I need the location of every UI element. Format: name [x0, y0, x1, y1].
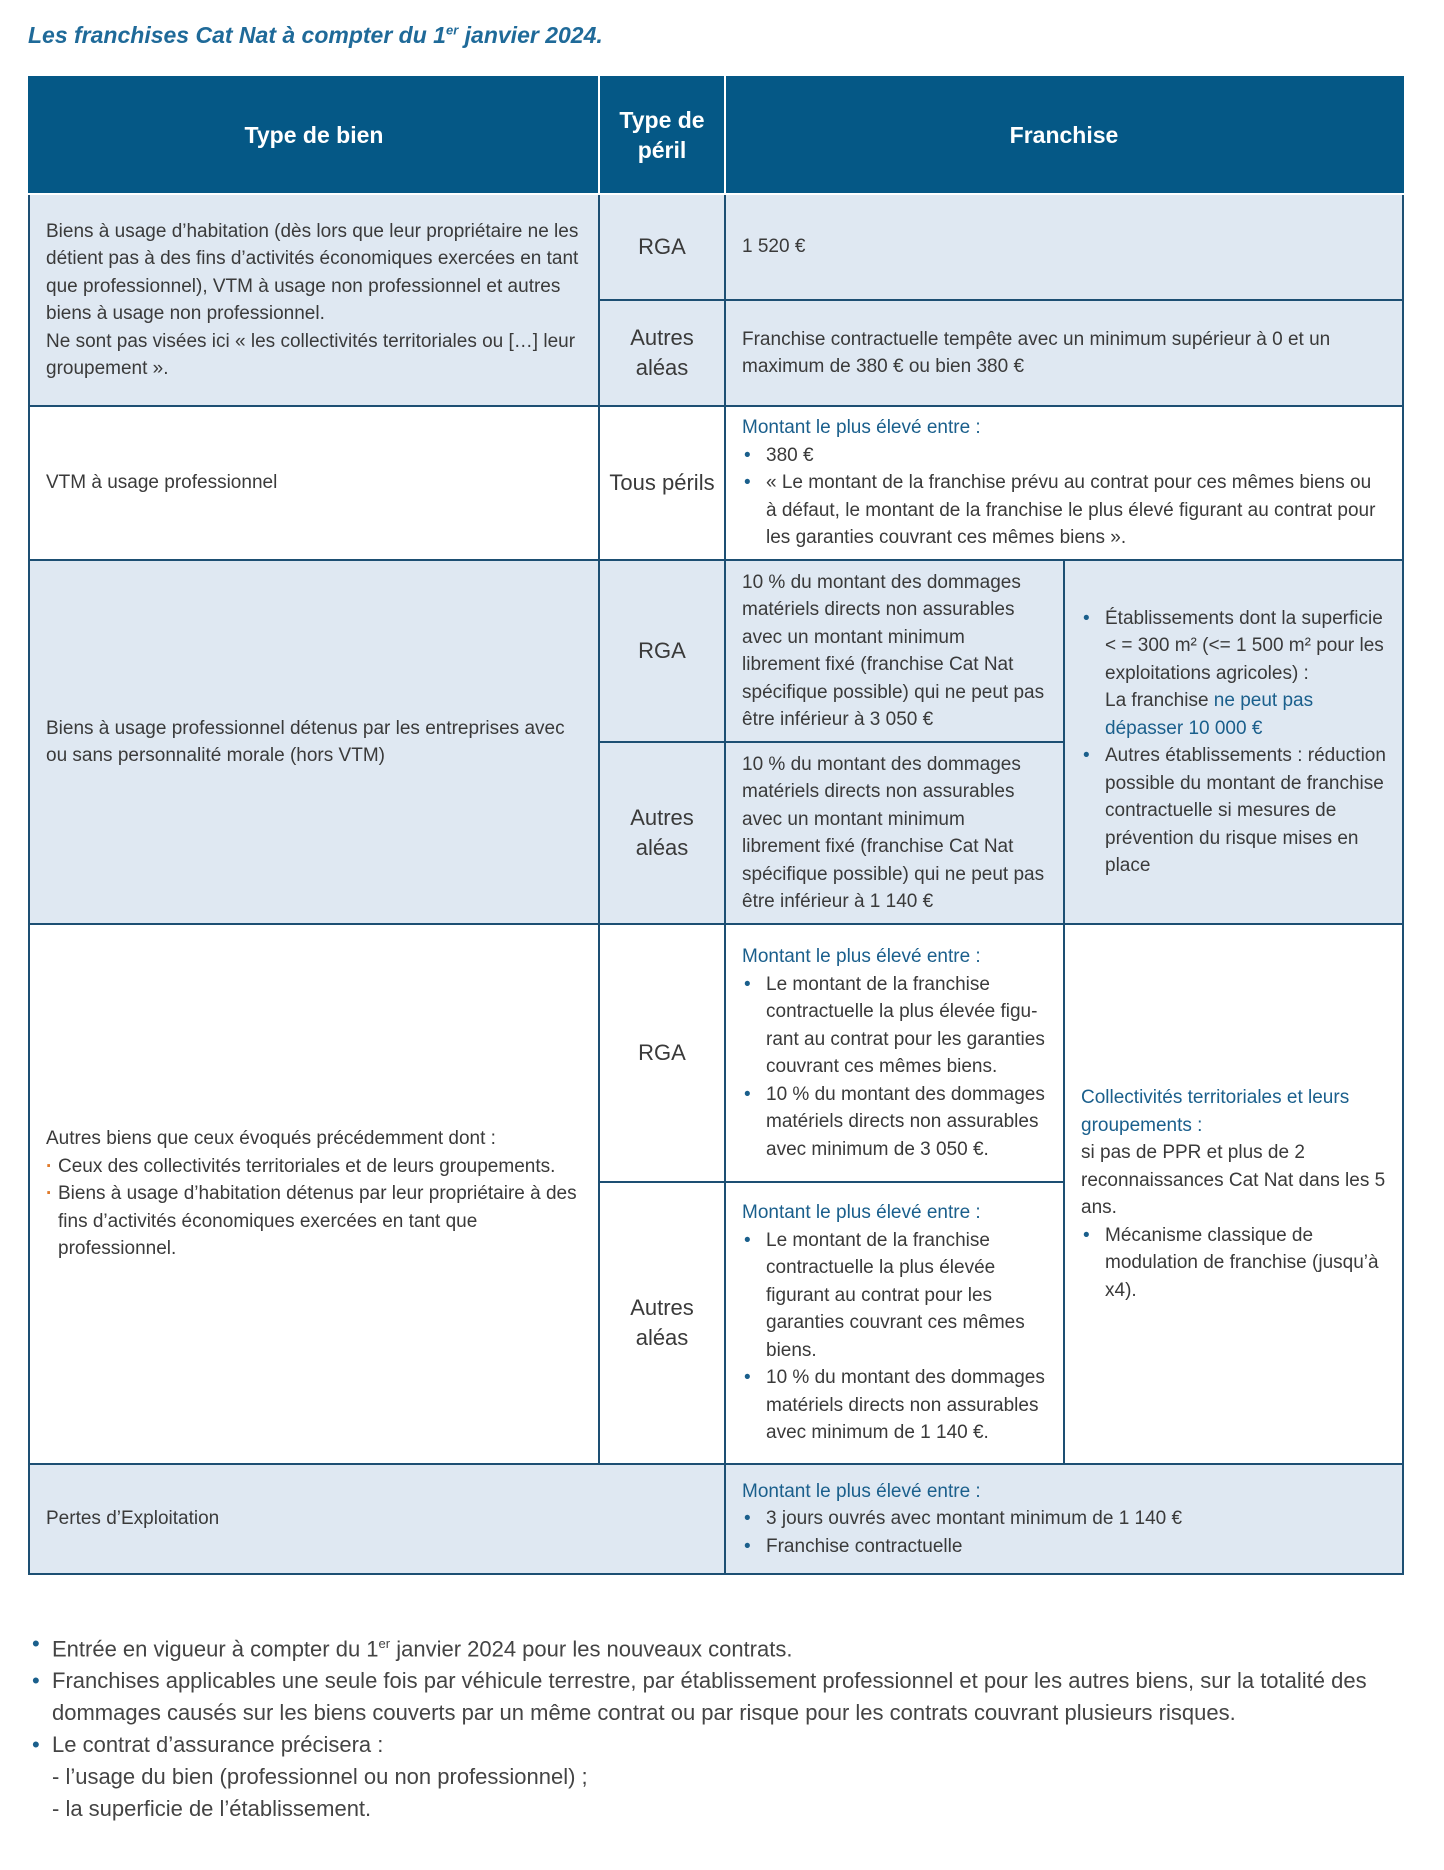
franchise-heading: Montant le plus élevé entre : — [742, 1202, 981, 1224]
peril-tous: Tous périls — [599, 406, 725, 560]
peril-rga: RGA — [599, 194, 725, 300]
list-item: · Biens à usage d’habitation détenus par leur propriétaire à des fins d’activités économiques exercées en tant que professionnel. — [46, 1180, 582, 1263]
side-text: La franchise — [1105, 690, 1214, 711]
header-row — [29, 76, 1403, 194]
franchise-value — [725, 1182, 1064, 1464]
list-item: • Autres établissements : réduction possible du montant de franchise contractuelle si mesures de prévention du risque mises en place — [1081, 742, 1386, 880]
side-heading: Collectivités territoriales et leurs groupements : — [1081, 1087, 1350, 1136]
list-item — [1081, 605, 1386, 743]
peril-autres-aleas: Autres aléas — [599, 1182, 725, 1464]
peril-rga: RGA — [599, 560, 725, 742]
list-item: • 3 jours ouvrés avec montant minimum de 1 140 € — [742, 1505, 1386, 1533]
bien-autres — [29, 924, 599, 1464]
header-franchise: Franchise — [725, 76, 1403, 194]
franchise-table — [28, 76, 1404, 1575]
franchise-value: Franchise contractuelle tempête avec un minimum supérieur à 0 et un maximum de 380 € ou bien 380 € — [725, 300, 1403, 406]
franchise-value — [725, 924, 1064, 1182]
note-text: Le contrat d’assurance précisera : — [52, 1732, 384, 1758]
list-item: • Franchises applicables une seule fois par véhicule terrestre, par établissement professionnel et pour les autres biens, sur la totalité des dommages causés sur les biens couverts par un même contrat ou par risque pour les contrats couvrant plusieurs risques. — [28, 1665, 1408, 1729]
table-row — [29, 194, 1403, 300]
peril-autres-aleas: Autres aléas — [599, 742, 725, 924]
list-item: · Ceux des collectivités territoriales et de leurs groupements. — [46, 1153, 582, 1181]
list-item: • Franchise contractuelle — [742, 1533, 1386, 1561]
side-text: si pas de PPR et plus de 2 reconnaissances Cat Nat dans les 5 ans. — [1081, 1142, 1386, 1218]
list-item: • Le montant de la franchise contractuelle la plus élevée figu-rant au contrat pour les garanties couvrant ces mêmes biens. — [742, 971, 1047, 1081]
header-type-bien: Type de bien — [29, 76, 599, 194]
peril-autres-aleas: Autres aléas — [599, 300, 725, 406]
bien-note: Ne sont pas visées ici « les collectivités territoriales ou […] leur groupement ». — [46, 330, 576, 379]
franchise-heading: Montant le plus élevé entre : — [742, 946, 981, 967]
franchise-side-note — [1064, 560, 1403, 924]
franchise-side-note — [1064, 924, 1403, 1464]
franchise-value — [725, 406, 1403, 560]
bien-vtm-pro: VTM à usage professionnel — [29, 406, 599, 560]
bien-habitation — [29, 194, 599, 406]
list-item: • Mécanisme classique de modulation de franchise (jusqu’à x4). — [1081, 1222, 1386, 1305]
franchise-value: 10 % du montant des dommages matériels directs non assurables avec un montant minimum librement fixé (franchise Cat Nat spécifique possible) qui ne peut pas être inférieur à 1 140 € — [725, 742, 1064, 924]
list-item: • 380 € — [742, 442, 1386, 470]
franchise-value — [725, 1464, 1403, 1574]
bien-text: Biens à usage d’habitation (dès lors que leur propriétaire ne les détient pas à des fins d’activités économiques exercées en tant que professionnel), VTM à usage non professionnel et autres biens à usage non professionnel. — [46, 220, 579, 324]
peril-rga: RGA — [599, 924, 725, 1182]
side-highlight: ne peut pas dépasser 10 000 € — [1105, 690, 1314, 739]
table-row — [29, 1464, 1403, 1574]
table-row — [29, 924, 1403, 1182]
bien-text: Autres biens que ceux évoqués précédemment dont : — [46, 1128, 496, 1150]
list-item: • Entrée en vigueur à compter du 1er janvier 2024 pour les nouveaux contrats. — [28, 1628, 1408, 1665]
franchise-value: 10 % du montant des dommages matériels directs non assurables avec un montant minimum librement fixé (franchise Cat Nat spécifique possible) qui ne peut pas être inférieur à 3 050 € — [725, 560, 1064, 742]
franchise-heading: Montant le plus élevé entre : — [742, 417, 981, 439]
list-item — [28, 1729, 1408, 1825]
footnotes — [28, 1628, 1408, 1825]
header-type-peril: Type de péril — [599, 76, 725, 194]
table-row — [29, 406, 1403, 560]
table-row — [29, 560, 1403, 742]
note-subitem: - la superficie de l’établissement. — [52, 1796, 372, 1822]
bien-professionnel: Biens à usage professionnel détenus par les entreprises avec ou sans personnalité morale (hors VTM) — [29, 560, 599, 924]
side-text: Établissements dont la superficie < = 300 m² (<= 1 500 m² pour les exploitations agricoles) : — [1105, 607, 1384, 684]
list-item: • Le montant de la franchise contractuelle la plus élevée figurant au contrat pour les garanties couvrant ces mêmes biens. — [742, 1227, 1047, 1365]
page-title: Les franchises Cat Nat à compter du 1er janvier 2024. — [28, 22, 603, 48]
franchise-heading: Montant le plus élevé entre : — [742, 1480, 981, 1502]
list-item: • « Le montant de la franchise prévu au contrat pour ces mêmes biens ou à défaut, le montant de la franchise le plus élevé figurant au contrat pour les garanties couvrant ces mêmes biens ». — [742, 469, 1386, 552]
franchise-value: 1 520 € — [725, 194, 1403, 300]
list-item: • 10 % du montant des dommages matériels directs non assurables avec minimum de 3 050 €. — [742, 1081, 1047, 1164]
list-item: • 10 % du montant des dommages matériels directs non assurables avec minimum de 1 140 €. — [742, 1364, 1047, 1447]
bien-pertes: Pertes d’Exploitation — [29, 1464, 725, 1574]
note-subitem: - l’usage du bien (professionnel ou non professionnel) ; — [52, 1764, 588, 1790]
